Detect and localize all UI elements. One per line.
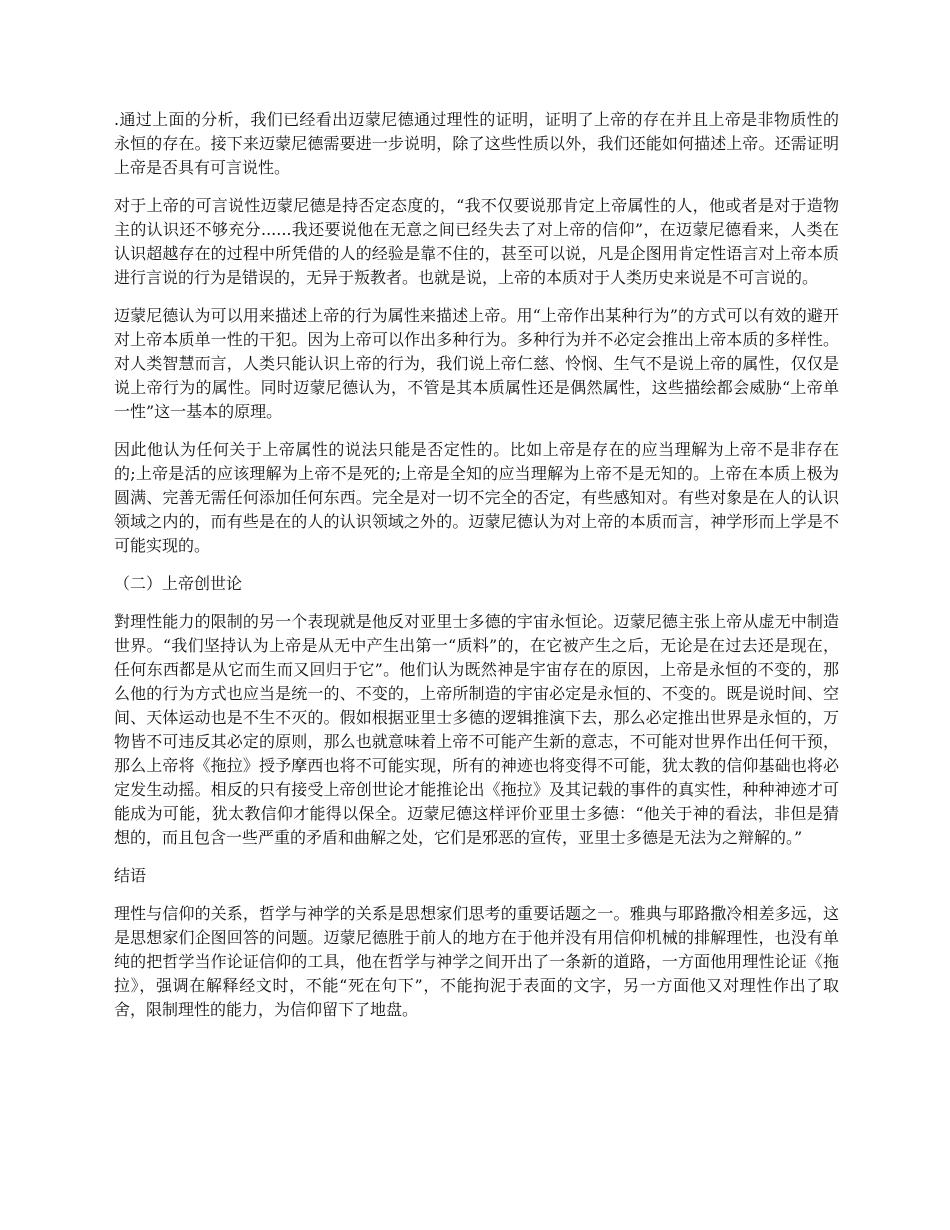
document-page <box>114 108 839 1036</box>
paragraph-ineffability: 对于上帝的可言说性迈蒙尼德是持否定态度的，“我不仅要说那肯定上帝属性的人，他或者是对于造物主的认识还不够充分......我还要说他在无意之间已经失去了对上帝的信仰”，在迈蒙尼德看来，人类在认识超越存在的过程中所凭借的人的经验是靠不住的，甚至可以说，凡是企图用肯定性语言对上帝本质进行言说的行为是错误的，无异于叛教者。也就是说，上帝的本质对于人类历史来说是不可言说的。 <box>114 196 839 287</box>
section-heading-conclusion: 结语 <box>114 866 147 885</box>
paragraph-negative-attributes: 因此他认为任何关于上帝属性的说法只能是否定性的。比如上帝是存在的应当理解为上帝不是非存在的;上帝是活的应该理解为上帝不是死的;上帝是全知的应当理解为上帝不是无知的。上帝在本质上极为圆满、完善无需任何添加任何东西。完全是对一切不完全的否定，有些感知对。有些对象是在人的认识领域之内的，而有些是在的人的认识领域之外的。迈蒙尼德认为对上帝的本质而言，神学形而上学是不可能实现的。 <box>114 440 839 555</box>
paragraph-intro: .通过上面的分析，我们已经看出迈蒙尼德通过理性的证明，证明了上帝的存在并且上帝是非物质性的永恒的存在。接下来迈蒙尼德需要进一步说明，除了这些性质以外，我们还能如何描述上帝。还需证明上帝是否具有可言说性。 <box>114 110 839 177</box>
paragraph-creation: 對理性能力的限制的另一个表现就是他反对亚里士多德的宇宙永恒论。迈蒙尼德主张上帝从虚无中制造世界。“我们坚持认为上帝是从无中产生出第一“质料”的，在它被产生之后，无论是在过去还是现在，任何东西都是从它而生而又回归于它”。他们认为既然神是宇宙存在的原因，上帝是永恒的不变的，那么他的行为方式也应当是统一的、不变的，上帝所制造的宇宙必定是永恒的、不变的。既是说时间、空间、天体运动也是不生不灭的。假如根据亚里士多德的逻辑推演下去，那么必定推出世界是永恒的，万物皆不可违反其必定的原则，那么也就意味着上帝不可能产生新的意志，不可能对世界作出任何干预，那么上帝将《拖拉》授予摩西也将不可能实现，所有的神迹也将变得不可能，犹太教的信仰基础也将必定发生动摇。相反的只有接受上帝创世论才能推论出《拖拉》及其记载的事件的真实性，种种神迹才可能成为可能，犹太教信仰才能得以保全。迈蒙尼德这样评价亚里士多德：“他关于神的看法，非但是猜想的，而且包含一些严重的矛盾和曲解之处，它们是邪恶的宣传，亚里士多德是无法为之辩解的。” <box>114 612 839 847</box>
paragraph-action-attributes: 迈蒙尼德认为可以用来描述上帝的行为属性来描述上帝。用“上帝作出某种行为”的方式可以有效的避开对上帝本质单一性的干犯。因为上帝可以作出多种行为。多种行为并不必定会推出上帝本质的多样性。对人类智慧而言，人类只能认识上帝的行为，我们说上帝仁慈、怜悯、生气不是说上帝的属性，仅仅是说上帝行为的属性。同时迈蒙尼德认为，不管是其本质属性还是偶然属性，这些描绘都会威胁“上帝单一性”这一基本的原理。 <box>114 306 839 421</box>
section-heading-creation: （二）上帝创世论 <box>114 574 243 593</box>
paragraph-conclusion: 理性与信仰的关系，哲学与神学的关系是思想家们思考的重要话题之一。雅典与耶路撒冷相差多远，这是思想家们企图回答的问题。迈蒙尼德胜于前人的地方在于他并没有用信仰机械的排解理性，也没有单纯的把哲学当作论证信仰的工具，他在哲学与神学之间开出了一条新的道路，一方面他用理性论证《拖拉》，强调在解释经文时，不能“死在句下”，不能拘泥于表面的文字，另一方面他又对理性作出了取舍，限制理性的能力，为信仰留下了地盘。 <box>114 904 839 1019</box>
